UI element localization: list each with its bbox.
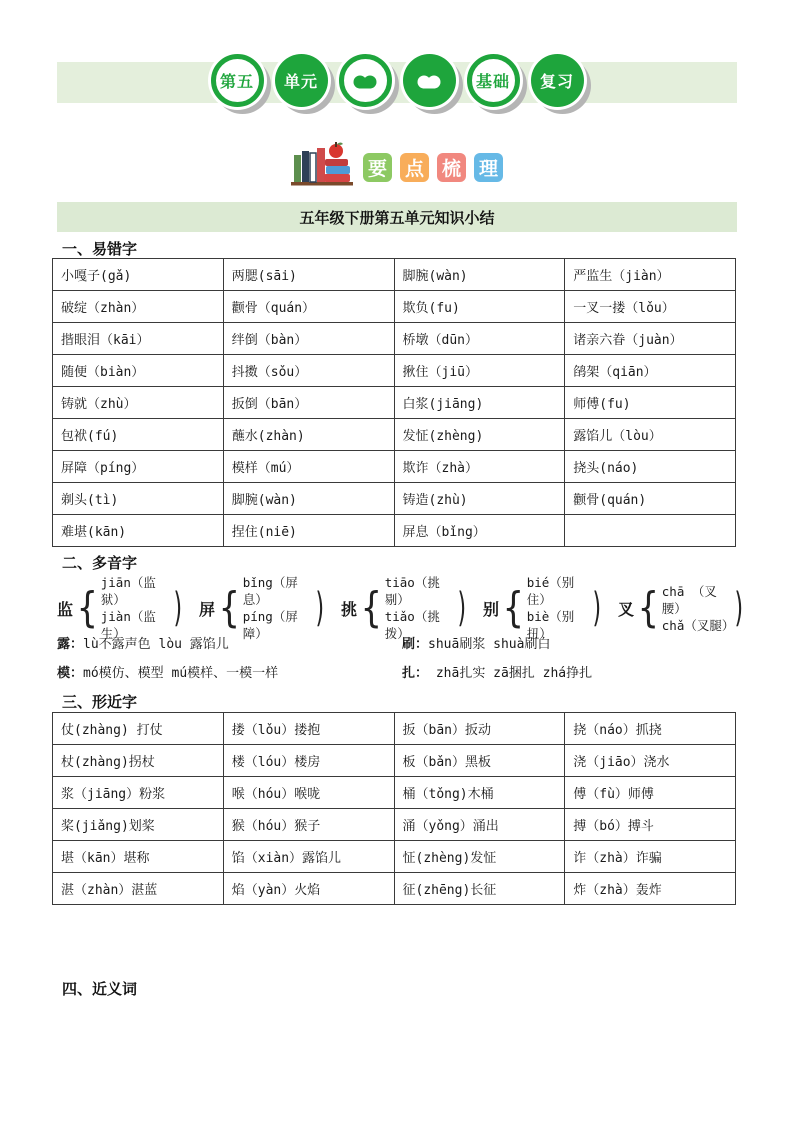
word-cell: 包袱(fú) bbox=[53, 419, 224, 451]
reading: jiàn（监生） bbox=[100, 609, 156, 641]
badge-danyuan bbox=[275, 54, 328, 107]
word-cell: 师傅(fu) bbox=[565, 387, 736, 419]
word-cell: 剃头(tì) bbox=[53, 483, 224, 515]
word-cell: 涌（yǒng）涌出 bbox=[394, 809, 565, 841]
table-row bbox=[53, 515, 736, 547]
table-row bbox=[53, 291, 736, 323]
word-cell: 鹐架（qiān） bbox=[565, 355, 736, 387]
word-cell: 脚腕(wàn) bbox=[223, 483, 394, 515]
word-cell: 堪（kān）堪称 bbox=[53, 841, 224, 873]
word-cell: 浆（jiāng）粉浆 bbox=[53, 777, 224, 809]
word-cell: 难堪(kān) bbox=[53, 515, 224, 547]
logo-tile-char: 点 bbox=[404, 158, 424, 180]
reading: tiāo（挑剔） bbox=[384, 575, 440, 607]
badge-label: 单元 bbox=[283, 72, 318, 91]
brace-glyph: { bbox=[218, 583, 241, 632]
word-cell: 猴（hóu）猴子 bbox=[223, 809, 394, 841]
word-cell: 随便（biàn） bbox=[53, 355, 224, 387]
word-cell: 蘸水(zhàn) bbox=[223, 419, 394, 451]
word-cell: 搏（bó）搏斗 bbox=[565, 809, 736, 841]
word-cell: 一叉一搂（lǒu） bbox=[565, 291, 736, 323]
word-cell: 板（bǎn）黑板 bbox=[394, 745, 565, 777]
badge-label: 基础 bbox=[475, 72, 510, 91]
base-char: 挑 bbox=[340, 599, 357, 619]
table-row bbox=[53, 841, 736, 873]
logo-tile bbox=[400, 153, 429, 182]
brace-glyph: { bbox=[360, 583, 383, 632]
word-cell: 露馅儿（lòu） bbox=[565, 419, 736, 451]
table-row bbox=[53, 745, 736, 777]
table-row bbox=[53, 387, 736, 419]
word-cell: 炸（zhà）轰炸 bbox=[565, 873, 736, 905]
base-char: 监 bbox=[57, 599, 74, 619]
word-cell: 破绽（zhàn） bbox=[53, 291, 224, 323]
badge-fuxi bbox=[531, 54, 584, 107]
books-icon bbox=[291, 138, 353, 188]
word-cell: 挠（náo）抓挠 bbox=[565, 713, 736, 745]
logo-tile-char: 梳 bbox=[441, 158, 461, 180]
table-row bbox=[53, 873, 736, 905]
word-cell: 征(zhēng)长征 bbox=[394, 873, 565, 905]
section4-heading: 四、近义词 bbox=[62, 980, 138, 998]
word-cell: 怔(zhèng)发怔 bbox=[394, 841, 565, 873]
table-row bbox=[53, 259, 736, 291]
reading: tiǎo（挑拨） bbox=[384, 609, 440, 641]
xingjinzi-table bbox=[52, 712, 736, 905]
paren-glyph: ) bbox=[173, 585, 183, 631]
word-cell: 喉（hóu）喉咙 bbox=[223, 777, 394, 809]
reading: bǐng（屏息） bbox=[242, 575, 298, 607]
note-lead: 模： bbox=[57, 666, 84, 681]
unit-badges bbox=[0, 54, 794, 107]
word-cell: 楼（lóu）楼房 bbox=[223, 745, 394, 777]
cloud-icon bbox=[416, 72, 442, 89]
word-cell: 严监生（jiàn） bbox=[565, 259, 736, 291]
word-cell: 浇（jiāo）浇水 bbox=[565, 745, 736, 777]
note-text: lù不露声色 lòu 露馅儿 bbox=[83, 637, 229, 652]
word-cell: 傅（fù）师傅 bbox=[565, 777, 736, 809]
word-cell: 模样（mú） bbox=[223, 451, 394, 483]
paren-glyph: ) bbox=[592, 585, 602, 631]
word-cell: 扳（bān）扳动 bbox=[394, 713, 565, 745]
word-cell: 桶（tǒng)木桶 bbox=[394, 777, 565, 809]
word-cell: 屏息（bǐng） bbox=[394, 515, 565, 547]
logo-tile bbox=[474, 153, 503, 182]
table-row bbox=[53, 777, 736, 809]
word-cell: 白浆(jiāng) bbox=[394, 387, 565, 419]
table-row bbox=[53, 809, 736, 841]
reading: bié（别住） bbox=[526, 575, 575, 607]
paren-glyph: ) bbox=[457, 585, 467, 631]
badge-cloud-filled bbox=[403, 54, 456, 107]
word-cell: 脚腕(wàn) bbox=[394, 259, 565, 291]
word-cell: 揪住（jiū） bbox=[394, 355, 565, 387]
word-cell: 两腮(sāi) bbox=[223, 259, 394, 291]
word-cell: 小嘎子(gǎ) bbox=[53, 259, 224, 291]
word-cell: 馅（xiàn）露馅儿 bbox=[223, 841, 394, 873]
logo bbox=[0, 138, 794, 188]
cloud-icon bbox=[352, 72, 378, 89]
word-cell: 铸就（zhù） bbox=[53, 387, 224, 419]
word-cell: 欺负(fu) bbox=[394, 291, 565, 323]
word-cell: 捏住(niē) bbox=[223, 515, 394, 547]
note-text: shuā刷浆 shuà刷白 bbox=[428, 637, 551, 652]
reading: chǎ（叉腿） bbox=[661, 617, 735, 633]
brace-glyph: { bbox=[502, 583, 525, 632]
duoyinzi-notes bbox=[57, 628, 737, 686]
yicuozi-table bbox=[52, 258, 736, 547]
word-cell: 抖擞（sǒu） bbox=[223, 355, 394, 387]
table-row bbox=[53, 419, 736, 451]
base-char: 叉 bbox=[618, 599, 635, 619]
table-row bbox=[53, 713, 736, 745]
logo-tiles bbox=[363, 153, 503, 182]
word-cell: 杖(zhàng)拐杖 bbox=[53, 745, 224, 777]
table-row bbox=[53, 451, 736, 483]
word-cell: 桨(jiǎng)划桨 bbox=[53, 809, 224, 841]
paren-glyph: ) bbox=[315, 585, 325, 631]
reading: chā （叉腰） bbox=[661, 583, 717, 616]
badge-label: 复习 bbox=[539, 72, 574, 91]
brace-glyph: { bbox=[76, 583, 99, 632]
word-cell: 诸亲六眷（juàn） bbox=[565, 323, 736, 355]
note-lead: 扎： bbox=[402, 666, 429, 681]
word-cell: 绊倒（bàn） bbox=[223, 323, 394, 355]
reading: jiān（监狱） bbox=[100, 575, 156, 607]
note-text: mó模仿、模型 mú模样、一模一样 bbox=[83, 666, 279, 681]
word-cell: 扳倒（bān） bbox=[223, 387, 394, 419]
word-cell: 诈（zhà）诈骗 bbox=[565, 841, 736, 873]
word-cell: 铸造(zhù) bbox=[394, 483, 565, 515]
base-char: 屏 bbox=[198, 599, 215, 619]
note-lead: 刷： bbox=[402, 637, 429, 652]
table-row bbox=[53, 323, 736, 355]
logo-tile bbox=[437, 153, 466, 182]
note-zha bbox=[402, 662, 592, 681]
unit-title-banner: 五年级下册第五单元知识小结 bbox=[57, 202, 737, 232]
word-cell: 颧骨(quán) bbox=[565, 483, 736, 515]
reading: píng（屏障） bbox=[242, 609, 298, 641]
word-cell: 挠头(náo) bbox=[565, 451, 736, 483]
note-text: zhā扎实 zā捆扎 zhá挣扎 bbox=[428, 666, 593, 681]
badge-cloud-outline bbox=[339, 54, 392, 107]
word-cell: 仗(zhàng) 打仗 bbox=[53, 713, 224, 745]
reading: biè（别扭） bbox=[526, 609, 575, 641]
table-row bbox=[53, 355, 736, 387]
table-row bbox=[53, 483, 736, 515]
note-lu bbox=[57, 633, 402, 652]
logo-tile bbox=[363, 153, 392, 182]
logo-tile-char: 理 bbox=[478, 158, 498, 180]
base-char: 别 bbox=[482, 599, 499, 619]
word-cell: 湛（zhàn）湛蓝 bbox=[53, 873, 224, 905]
word-cell: 桥墩（dūn） bbox=[394, 323, 565, 355]
word-cell: 欺诈（zhà） bbox=[394, 451, 565, 483]
section3-heading: 三、形近字 bbox=[62, 693, 138, 711]
section2-heading: 二、多音字 bbox=[62, 554, 138, 572]
note-mo bbox=[57, 662, 402, 681]
badge-diwu bbox=[211, 54, 264, 107]
badge-label: 第五 bbox=[219, 72, 254, 91]
word-cell: 屏障（píng） bbox=[53, 451, 224, 483]
paren-glyph: ) bbox=[734, 585, 744, 631]
brace-glyph: { bbox=[637, 583, 660, 632]
section1-heading: 一、易错字 bbox=[62, 240, 138, 258]
note-lead: 露： bbox=[57, 637, 84, 652]
word-cell: 揩眼泪（kāi） bbox=[53, 323, 224, 355]
badge-jichu bbox=[467, 54, 520, 107]
logo-tile-char: 要 bbox=[367, 158, 387, 180]
word-cell: 发怔(zhèng) bbox=[394, 419, 565, 451]
word-cell: 颧骨（quán） bbox=[223, 291, 394, 323]
word-cell bbox=[565, 515, 736, 547]
word-cell: 搂（lǒu）搂抱 bbox=[223, 713, 394, 745]
note-shua bbox=[402, 633, 550, 652]
word-cell: 焰（yàn）火焰 bbox=[223, 873, 394, 905]
duoyinzi-group bbox=[618, 583, 747, 634]
